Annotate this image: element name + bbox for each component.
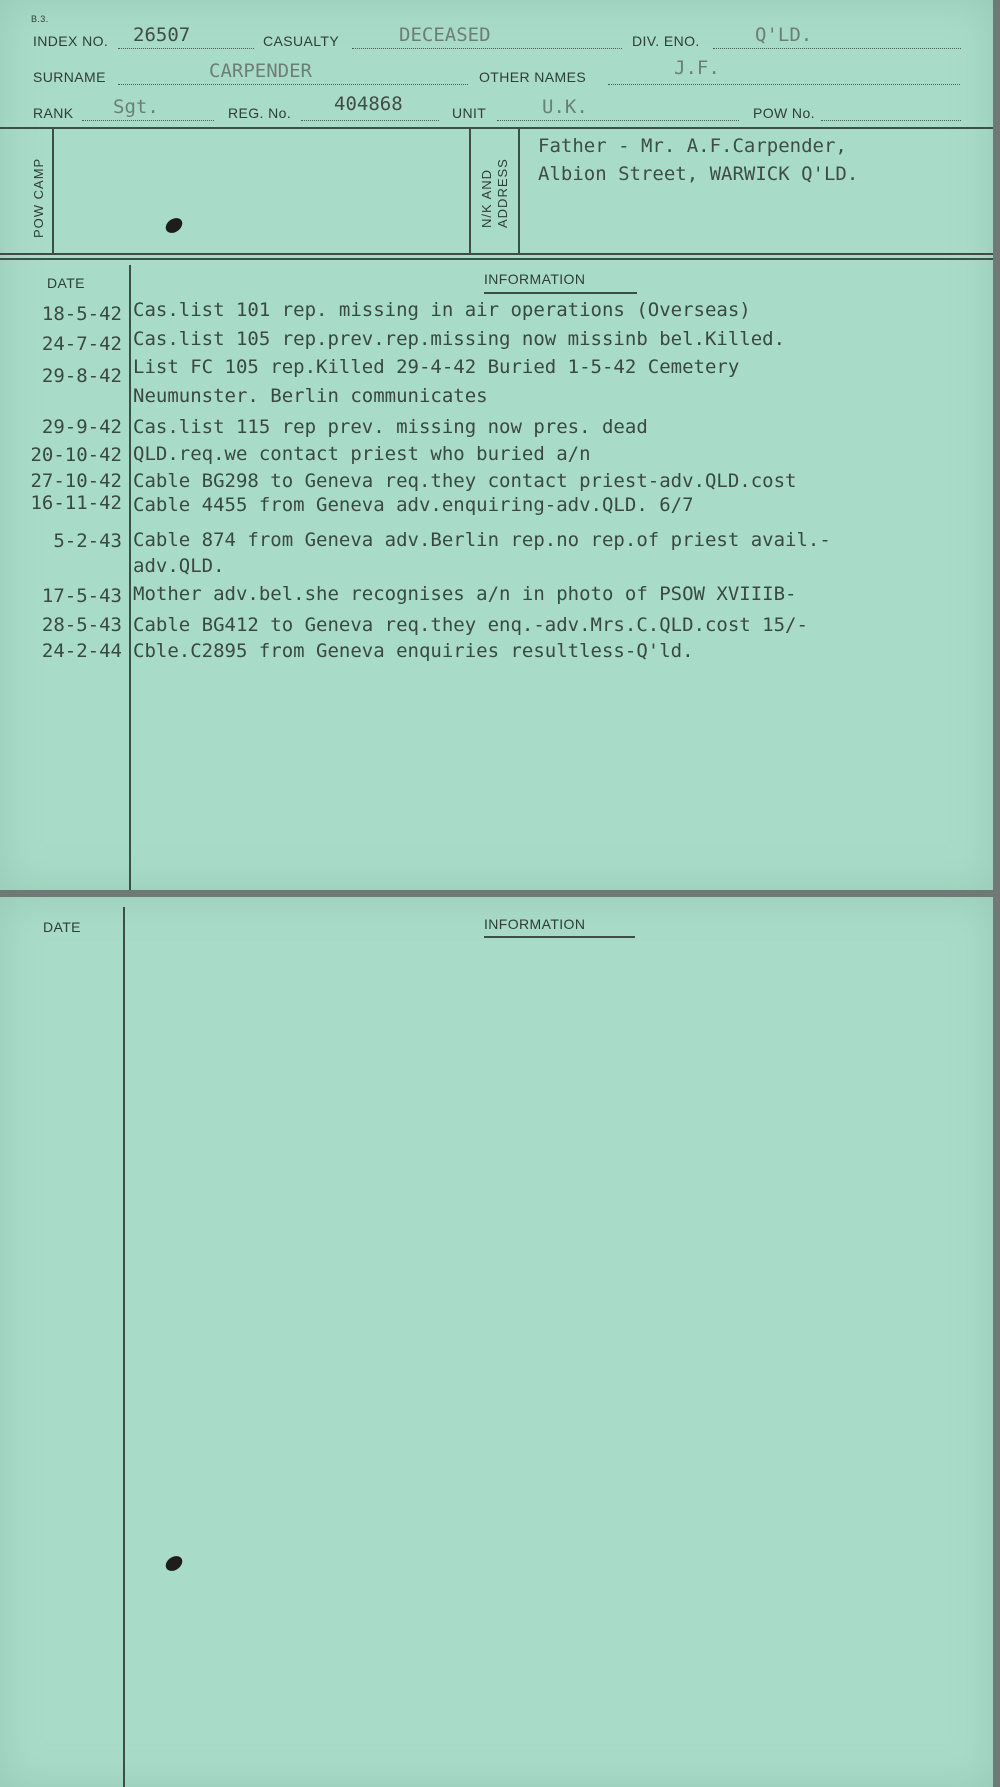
card-front [0, 0, 993, 890]
surname-line [118, 84, 468, 85]
entry-text: adv.QLD. [133, 555, 225, 577]
entry-date: 24-2-44 [41, 640, 122, 662]
casualty-line [352, 48, 622, 49]
div-eno-label: DIV. ENO. [632, 33, 700, 49]
entry-date: 28-5-43 [41, 614, 122, 636]
div-eno-line [713, 48, 961, 49]
pow-no-line [821, 120, 961, 121]
entry-text: Cable BG298 to Geneva req.they contact priest-adv.QLD.cost [133, 470, 797, 492]
index-no-value: 26507 [133, 24, 191, 46]
reg-no-label: REG. No. [228, 105, 292, 121]
entry-date: 17-5-43 [41, 585, 122, 607]
unit-label: UNIT [452, 105, 487, 121]
nk-divider-right [518, 127, 520, 254]
date-column-header: DATE [47, 275, 85, 291]
information-column-header: INFORMATION [484, 271, 586, 287]
entry-text: Cas.list 101 rep. missing in air operations (Overseas) [133, 299, 751, 321]
index-no-line [118, 48, 254, 49]
rank-line [82, 120, 214, 121]
entry-date: 24-7-42 [41, 333, 122, 355]
entry-text: QLD.req.we contact priest who buried a/n [133, 443, 591, 465]
box-bottom-line-2 [0, 258, 993, 260]
other-names-label: OTHER NAMES [479, 69, 587, 85]
punch-hole-back [163, 1553, 185, 1574]
other-names-line [608, 84, 960, 85]
entry-date: 16-11-42 [30, 492, 122, 514]
rank-label: RANK [33, 105, 74, 121]
casualty-label: CASUALTY [263, 33, 340, 49]
entry-date: 29-8-42 [41, 365, 122, 387]
index-no-label: INDEX NO. [33, 33, 109, 49]
pow-camp-divider [52, 127, 54, 254]
entry-date: 18-5-42 [41, 303, 122, 325]
address-line-2: Albion Street, WARWICK Q'LD. [538, 163, 859, 185]
entry-text: Mother adv.bel.she recognises a/n in photo of PSOW XVIIIB- [133, 583, 797, 605]
other-names-value: J.F. [674, 57, 720, 79]
surname-value: CARPENDER [209, 60, 312, 82]
nk-and-label: N/K AND [479, 168, 494, 228]
back-date-column-header: DATE [43, 919, 81, 935]
back-information-column-header: INFORMATION [484, 916, 586, 932]
nk-divider-left [469, 127, 471, 254]
entry-date: 29-9-42 [41, 416, 122, 438]
reg-no-value: 404868 [334, 93, 403, 115]
entry-text: List FC 105 rep.Killed 29-4-42 Buried 1-5-42 Cemetery [133, 356, 740, 378]
entry-text: Cble.C2895 from Geneva enquiries resultless-Q'ld. [133, 640, 694, 662]
entry-text: Cas.list 115 rep prev. missing now pres. dead [133, 416, 648, 438]
pow-no-label: POW No. [753, 105, 815, 121]
form-code: B.3. [31, 14, 49, 24]
entry-date: 20-10-42 [30, 444, 122, 466]
address-line-1: Father - Mr. A.F.Carpender, [538, 135, 847, 157]
header-divider [0, 127, 993, 129]
entry-text: Cable 4455 from Geneva adv.enquiring-adv.QLD. 6/7 [133, 494, 694, 516]
punch-hole-front [163, 215, 185, 236]
entry-date: 27-10-42 [30, 470, 122, 492]
pow-camp-label: POW CAMP [31, 157, 46, 238]
entry-text: Cable BG412 to Geneva req.they enq.-adv.Mrs.C.QLD.cost 15/- [133, 614, 808, 636]
reg-no-line [301, 120, 439, 121]
div-eno-value: Q'LD. [755, 24, 813, 46]
back-date-column-divider [123, 907, 125, 1787]
entry-date: 5-2-43 [53, 530, 122, 552]
casualty-value: DECEASED [399, 24, 491, 46]
information-underline [484, 292, 637, 294]
rank-value: Sgt. [113, 96, 159, 118]
box-bottom-line-1 [0, 253, 993, 255]
date-column-divider [129, 265, 131, 890]
surname-label: SURNAME [33, 69, 106, 85]
unit-line [497, 120, 739, 121]
unit-value: U.K. [542, 96, 588, 118]
entry-text: Neumunster. Berlin communicates [133, 385, 488, 407]
address-label: ADDRESS [495, 158, 510, 228]
entry-text: Cas.list 105 rep.prev.rep.missing now missinb bel.Killed. [133, 328, 786, 350]
entry-text: Cable 874 from Geneva adv.Berlin rep.no rep.of priest avail.- [133, 529, 831, 551]
back-information-underline [484, 936, 635, 938]
card-back [0, 897, 993, 1787]
